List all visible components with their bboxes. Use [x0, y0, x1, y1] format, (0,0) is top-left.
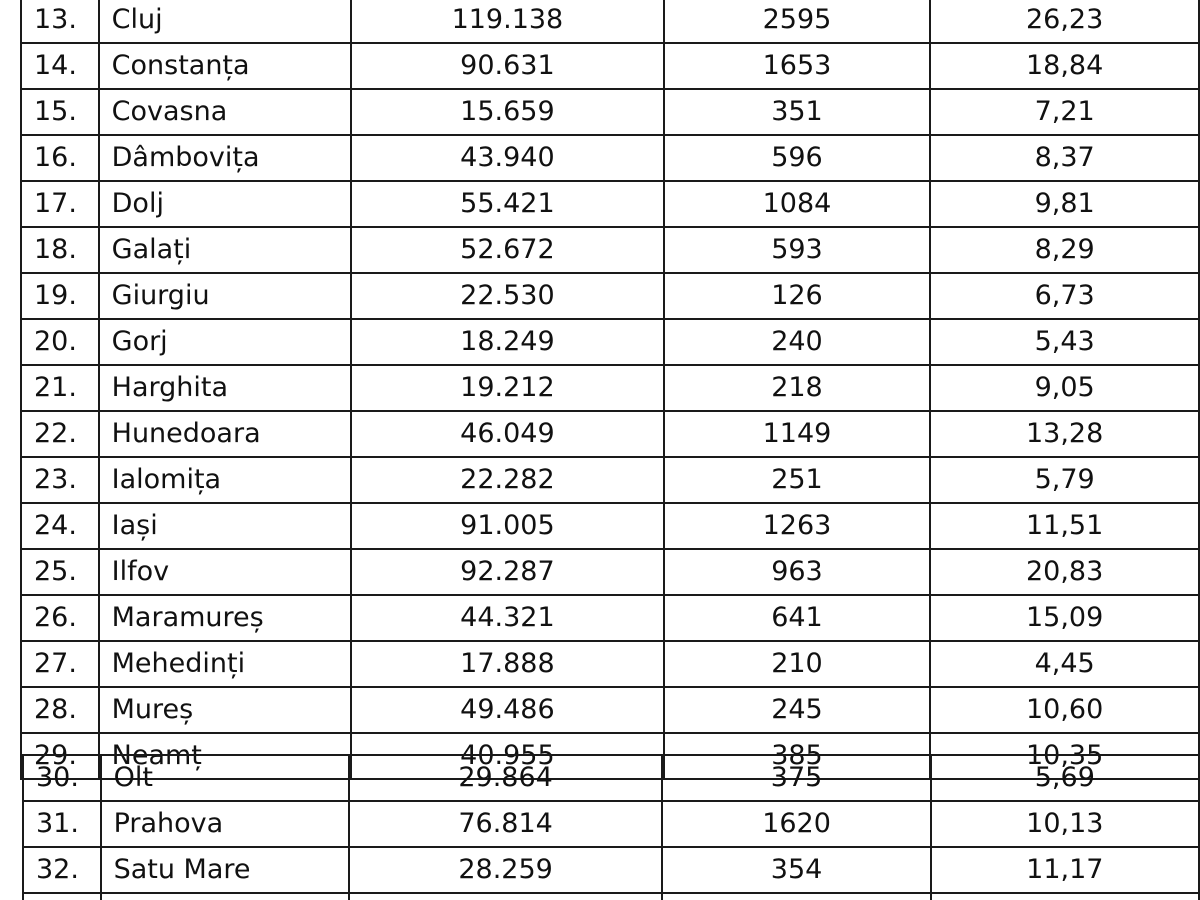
county-name-cell: Olt: [101, 755, 349, 801]
table-row: [21, 595, 1199, 641]
value-cell-2: 385: [664, 733, 931, 779]
value-cell-1: 92.287: [351, 549, 664, 595]
value-cell-2: 963: [664, 549, 931, 595]
value-cell-2: 641: [664, 595, 931, 641]
county-name-cell: Maramureș: [99, 595, 352, 641]
row-number: 18.: [21, 227, 99, 273]
value-cell-3: 9,05: [930, 365, 1199, 411]
county-table-bottom: [22, 754, 1200, 900]
row-number: 24.: [21, 503, 99, 549]
row-number: 22.: [21, 411, 99, 457]
county-name-cell: Galați: [99, 227, 352, 273]
table-row: [21, 549, 1199, 595]
table-row: [21, 89, 1199, 135]
value-cell-3: 11,51: [930, 503, 1199, 549]
row-number: 29.: [21, 733, 99, 779]
value-cell-1: 44.321: [351, 595, 664, 641]
county-table-bottom-body: [23, 755, 1199, 900]
row-number: 20.: [21, 319, 99, 365]
table-row: [21, 319, 1199, 365]
value-cell-1: 76.814: [349, 801, 663, 847]
value-cell-3: 10,35: [930, 733, 1199, 779]
county-table-top-body: [21, 0, 1199, 779]
value-cell-1: 46.049: [351, 411, 664, 457]
value-cell-1: 22.282: [351, 457, 664, 503]
value-cell-2: 1620: [662, 801, 930, 847]
value-cell-3: 8,29: [930, 227, 1199, 273]
value-cell-2: 351: [664, 89, 931, 135]
county-name-cell: Hunedoara: [99, 411, 352, 457]
value-cell-1: 40.955: [351, 733, 664, 779]
value-cell-1: 18.249: [351, 319, 664, 365]
county-name-cell: Mehedinți: [99, 641, 352, 687]
county-name-cell: Covasna: [99, 89, 352, 135]
county-name-cell: Ilfov: [99, 549, 352, 595]
row-number: 28.: [21, 687, 99, 733]
value-cell-1: 52.672: [351, 227, 664, 273]
value-cell-2: 1149: [664, 411, 931, 457]
table-row: [23, 893, 1199, 900]
value-cell-3: 10,13: [931, 801, 1199, 847]
value-cell-2: 245: [664, 687, 931, 733]
value-cell-3: 11,17: [931, 847, 1199, 893]
table-row: [21, 365, 1199, 411]
value-cell-3: 9,81: [930, 181, 1199, 227]
table-row: [21, 457, 1199, 503]
value-cell-2: 126: [664, 273, 931, 319]
table-row: [21, 227, 1199, 273]
value-cell-2: 240: [664, 319, 931, 365]
row-number: 26.: [21, 595, 99, 641]
value-cell-2: 210: [664, 641, 931, 687]
table-row: [21, 687, 1199, 733]
county-name-cell: Ialomița: [99, 457, 352, 503]
row-number: 19.: [21, 273, 99, 319]
table-row: [21, 43, 1199, 89]
value-cell-2: 596: [664, 135, 931, 181]
value-cell-1: 91.005: [351, 503, 664, 549]
value-cell-3: 4,45: [930, 641, 1199, 687]
value-cell-1: 19.212: [351, 365, 664, 411]
value-cell-2: 1263: [664, 503, 931, 549]
value-cell-2: 593: [664, 227, 931, 273]
value-cell-3: 6,73: [930, 273, 1199, 319]
county-name-cell: Gorj: [99, 319, 352, 365]
county-name-cell: Dâmbovița: [99, 135, 352, 181]
value-cell-1: 17.888: [351, 641, 664, 687]
row-number: [23, 893, 101, 900]
value-cell-1: 43.940: [351, 135, 664, 181]
county-name-cell: Giurgiu: [99, 273, 352, 319]
table-row: [21, 0, 1199, 43]
table-row: [23, 801, 1199, 847]
table-row: [21, 273, 1199, 319]
value-cell-3: 5,69: [931, 755, 1199, 801]
value-cell-3: 18,84: [930, 43, 1199, 89]
value-cell-1: [349, 893, 663, 900]
value-cell-1: 90.631: [351, 43, 664, 89]
row-number: 21.: [21, 365, 99, 411]
row-number: 31.: [23, 801, 101, 847]
county-name-cell: Harghita: [99, 365, 352, 411]
table-row: [23, 847, 1199, 893]
row-number: 14.: [21, 43, 99, 89]
table-row: [23, 755, 1199, 801]
row-number: 13.: [21, 0, 99, 43]
county-table-top: [20, 0, 1200, 780]
table-row: [21, 503, 1199, 549]
table-row: [21, 411, 1199, 457]
value-cell-1: 119.138: [351, 0, 664, 43]
county-name-cell: Satu Mare: [101, 847, 349, 893]
value-cell-3: [931, 893, 1199, 900]
county-name-cell: Prahova: [101, 801, 349, 847]
value-cell-1: 29.864: [349, 755, 663, 801]
county-name-cell: [101, 893, 349, 900]
county-name-cell: Mureș: [99, 687, 352, 733]
value-cell-1: 22.530: [351, 273, 664, 319]
value-cell-2: [662, 893, 930, 900]
value-cell-1: 55.421: [351, 181, 664, 227]
county-name-cell: Dolj: [99, 181, 352, 227]
value-cell-2: 354: [662, 847, 930, 893]
value-cell-2: 2595: [664, 0, 931, 43]
value-cell-2: 1653: [664, 43, 931, 89]
row-number: 32.: [23, 847, 101, 893]
county-name-cell: Cluj: [99, 0, 352, 43]
row-number: 23.: [21, 457, 99, 503]
value-cell-3: 26,23: [930, 0, 1199, 43]
value-cell-3: 15,09: [930, 595, 1199, 641]
county-name-cell: Iași: [99, 503, 352, 549]
row-number: 16.: [21, 135, 99, 181]
value-cell-2: 1084: [664, 181, 931, 227]
value-cell-2: 375: [662, 755, 930, 801]
value-cell-3: 10,60: [930, 687, 1199, 733]
value-cell-2: 251: [664, 457, 931, 503]
value-cell-3: 20,83: [930, 549, 1199, 595]
table-row: [21, 181, 1199, 227]
value-cell-3: 8,37: [930, 135, 1199, 181]
value-cell-3: 5,43: [930, 319, 1199, 365]
county-name-cell: Constanța: [99, 43, 352, 89]
row-number: 25.: [21, 549, 99, 595]
value-cell-2: 218: [664, 365, 931, 411]
value-cell-1: 28.259: [349, 847, 663, 893]
value-cell-3: 7,21: [930, 89, 1199, 135]
row-number: 17.: [21, 181, 99, 227]
value-cell-1: 49.486: [351, 687, 664, 733]
row-number: 15.: [21, 89, 99, 135]
value-cell-1: 15.659: [351, 89, 664, 135]
table-row: [21, 641, 1199, 687]
table-row: [21, 135, 1199, 181]
row-number: 27.: [21, 641, 99, 687]
value-cell-3: 13,28: [930, 411, 1199, 457]
row-number: 30.: [23, 755, 101, 801]
county-name-cell: Neamț: [99, 733, 352, 779]
value-cell-3: 5,79: [930, 457, 1199, 503]
